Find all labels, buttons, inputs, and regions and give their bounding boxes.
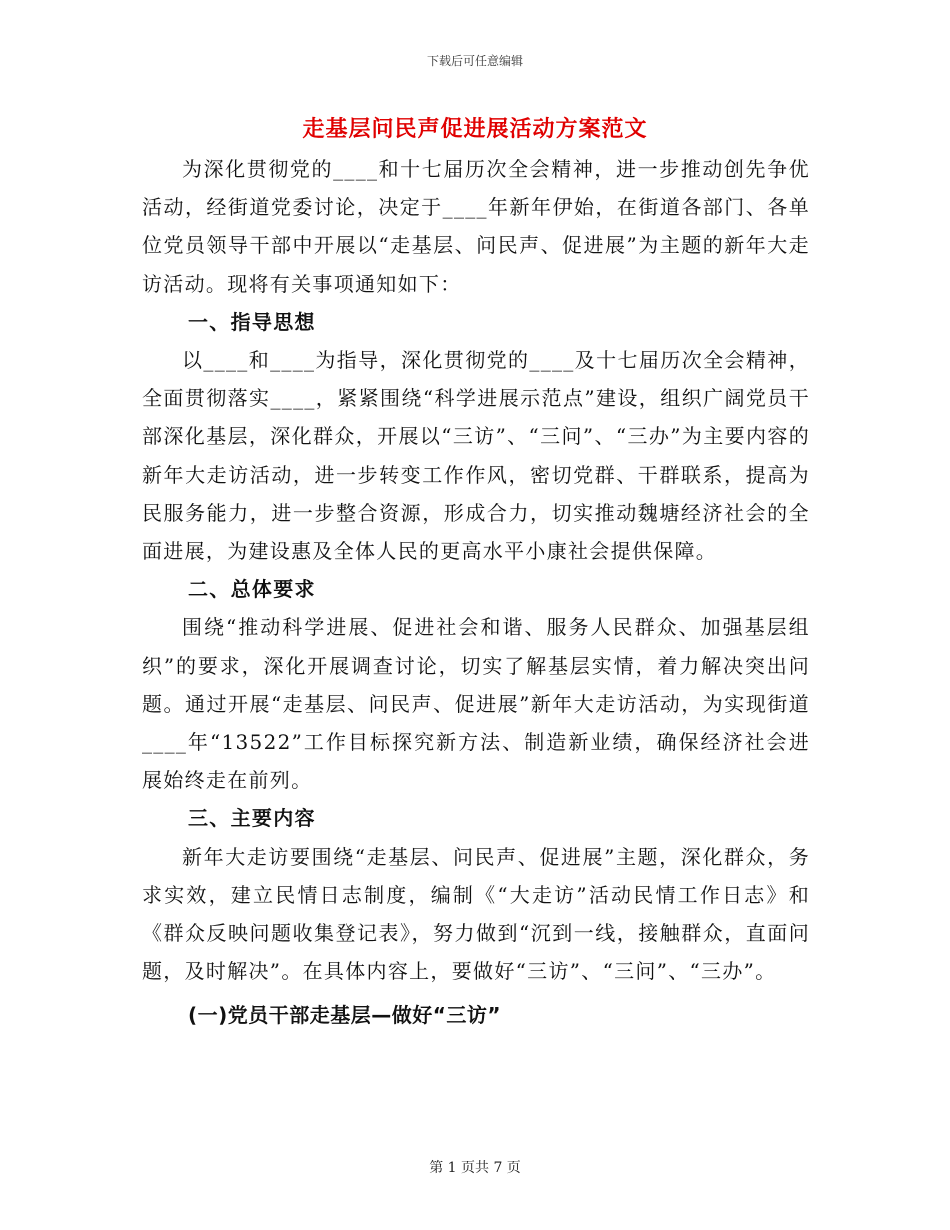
sub-heading-three-visits: (一)党员干部走基层—做好“三访” (188, 1003, 502, 1028)
page-number: 第 1 页共 7 页 (429, 1160, 521, 1176)
section-heading-guiding-ideology: 一、指导思想 (188, 309, 316, 334)
section-heading-main-content: 三、主要内容 (188, 806, 316, 831)
section-heading-overall-requirements: 二、总体要求 (188, 577, 316, 602)
header-note: 下载后可任意编辑 (426, 54, 523, 68)
main-content-paragraph: 新年大走访要围绕“走基层、问民声、促进展”主题，深化群众，务求实效，建立民情日志制度，编制《“大走访”活动民情工作日志》和《群众反映问题收集登记表》，努力做到“沉到一线，接触群众，直面问题，及时解决”。在具体内容上，要做好“三访”、“三问”、“三办”。 (142, 844, 810, 984)
document-title: 走基层问民声促进展活动方案范文 (302, 117, 648, 142)
intro-paragraph: 为深化贯彻党的____和十七届历次全会精神，进一步推动创先争优活动，经街道党委讨论，决定于____年新年伊始，在街道各部门、各单位党员领导干部中开展以“走基层、问民声、促进展”为主题的新年大走访活动。现将有关事项通知如下： (142, 157, 810, 296)
overall-requirements-paragraph: 围绕“推动科学进展、促进社会和谐、服务人民群众、加强基层组织”的要求，深化开展调查讨论，切实了解基层实情，着力解决突出问题。通过开展“走基层、问民声、促进展”新年大走访活动，为实现街道____年“13522”工作目标探究新方法、制造新业绩，确保经济社会进展始终走在前列。 (142, 615, 810, 793)
document-body (142, 150, 810, 1035)
guiding-ideology-paragraph: 以____和____为指导，深化贯彻党的____及十七届历次全会精神，全面贯彻落实____，紧紧围绕“科学进展示范点”建设，组织广阔党员干部深化基层，深化群众，开展以“三访”、“三问”、“三办”为主要内容的新年大走访活动，进一步转变工作作风，密切党群、干群联系，提高为民服务能力，进一步整合资源，形成合力，切实推动魏塘经济社会的全面进展，为建设惠及全体人民的更高水平小康社会提供保障。 (142, 348, 810, 564)
